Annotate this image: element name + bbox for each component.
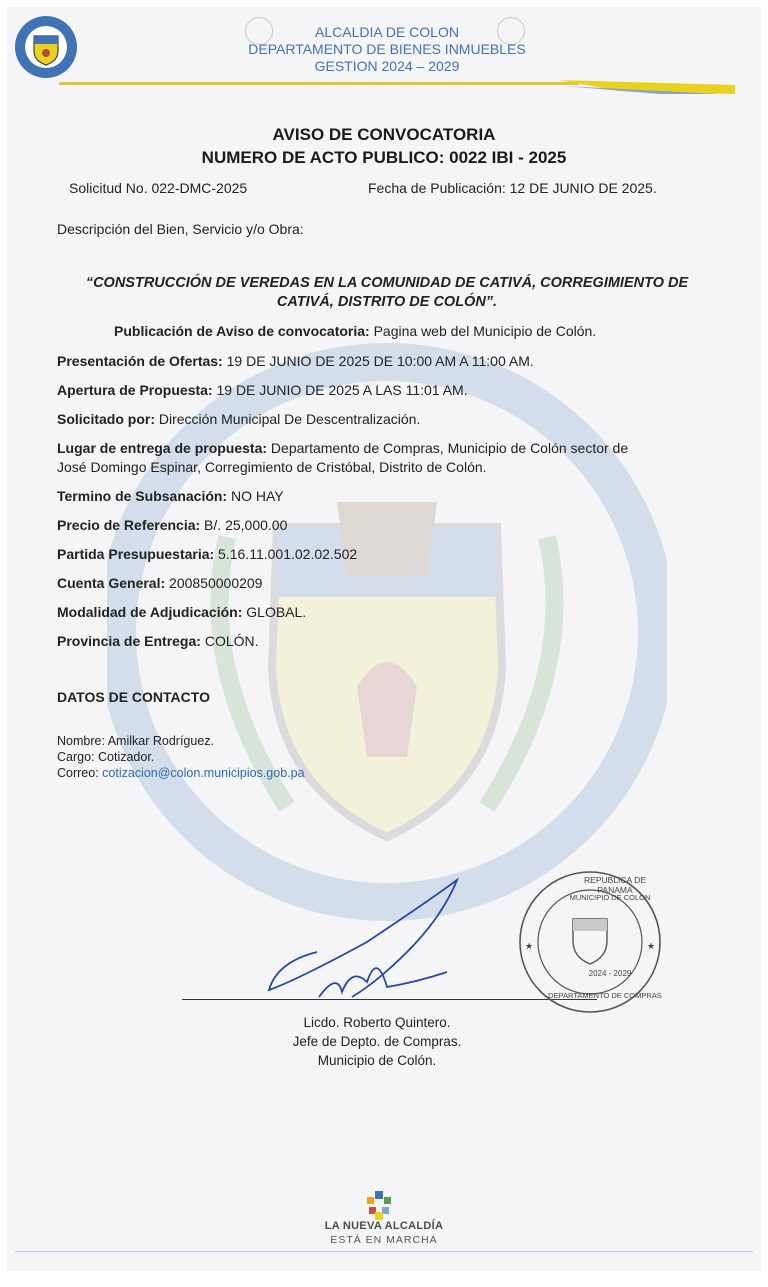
description-line-2: CATIVÁ, DISTRITO DE COLÓN”. — [276, 294, 498, 310]
notice-title: AVISO DE CONVOCATORIA — [272, 125, 496, 144]
field-requested-value: Dirección Municipal De Descentralización. — [155, 411, 421, 427]
field-budget-value: 5.16.11.001.02.02.502 — [214, 546, 358, 562]
svg-text:★: ★ — [647, 942, 656, 952]
handwritten-signature — [257, 872, 477, 1007]
stamp-outer-top: REPUBLICA DE PANAMA — [584, 875, 646, 895]
field-price-label: Precio de Referencia: — [57, 517, 201, 533]
field-term-label: Termino de Subsanación: — [57, 488, 228, 504]
contact-email-link[interactable]: cotizacion@colon.municipios.gob.pa — [102, 766, 305, 780]
field-price — [57, 516, 717, 534]
nueva-alcaldia-logo-icon — [364, 1191, 394, 1221]
header-divider-bar — [59, 80, 735, 96]
field-modality-label: Modalidad de Adjudicación: — [57, 604, 243, 620]
request-number: Solicitud No. 022-DMC-2025 — [69, 180, 248, 196]
signer-org: Municipio de Colón. — [317, 1053, 437, 1068]
field-opening-label: Apertura de Propuesta: — [57, 382, 213, 398]
field-publication — [114, 323, 596, 339]
field-opening-value: 19 DE JUNIO DE 2025 A LAS 11:01 AM. — [212, 382, 468, 398]
field-offers-label: Presentación de Ofertas: — [57, 353, 223, 369]
field-opening — [57, 381, 717, 399]
act-number: NUMERO DE ACTO PUBLICO: 0022 IBI - 2025 — [201, 148, 567, 167]
field-term-value: NO HAY — [227, 488, 284, 504]
field-modality — [57, 603, 717, 621]
contact-role: Cargo: Cotizador. — [57, 750, 155, 764]
svg-text:★: ★ — [525, 942, 534, 952]
field-account-value: 200850000209 — [165, 575, 263, 591]
footer-slogan-2: ESTÁ EN MARCHA — [330, 1234, 438, 1246]
field-place-value-2: José Domingo Espinar, Corregimiento de Cristóbal, Distrito de Colón. — [57, 459, 487, 475]
footer-slogan-1: LA NUEVA ALCALDÍA — [324, 1220, 444, 1232]
contact-heading: DATOS DE CONTACTO — [57, 689, 210, 705]
document-page — [7, 7, 761, 1271]
field-budget-label: Partida Presupuestaria: — [57, 546, 215, 562]
field-price-value: B/. 25,000.00 — [200, 517, 288, 533]
contact-email-line — [57, 766, 305, 780]
stamp-outer-bottom: DEPARTAMENTO DE COMPRAS — [548, 991, 662, 1000]
header-line-1: ALCALDIA DE COLON — [315, 24, 459, 40]
field-province — [57, 632, 717, 650]
field-modality-value: GLOBAL. — [242, 604, 307, 620]
field-requested-label: Solicitado por: — [57, 411, 155, 427]
field-province-value: COLÓN. — [200, 633, 259, 649]
header-line-2: DEPARTAMENTO DE BIENES INMUEBLES — [248, 41, 526, 57]
field-offers-value: 19 DE JUNIO DE 2025 DE 10:00 AM A 11:00 AM. — [222, 353, 534, 369]
description-line-1: “CONSTRUCCIÓN DE VEREDAS EN LA COMUNIDAD DE CATIVÁ, CORREGIMIENTO DE — [85, 275, 689, 291]
field-publication-value: Pagina web del Municipio de Colón. — [369, 323, 597, 339]
contact-email-label: Correo: — [57, 766, 103, 780]
field-province-label: Provincia de Entrega: — [57, 633, 201, 649]
field-account-label: Cuenta General: — [57, 575, 166, 591]
description-label: Descripción del Bien, Servicio y/o Obra: — [57, 221, 304, 237]
stamp-years: 2024 - 2029 — [588, 969, 632, 978]
footer-rule — [15, 1251, 753, 1252]
contact-name: Nombre: Amilkar Rodríguez. — [57, 734, 215, 748]
field-term — [57, 487, 717, 505]
signer-name: Licdo. Roberto Quintero. — [303, 1015, 451, 1030]
field-publication-label: Publicación de Aviso de convocatoria: — [114, 323, 370, 339]
field-account — [57, 574, 717, 592]
alcaldia-logo — [13, 14, 79, 80]
field-place-value-1: Departamento de Compras, Municipio de Colón sector de — [267, 440, 629, 456]
field-budget — [57, 545, 717, 563]
header-line-3: GESTION 2024 – 2029 — [314, 58, 460, 74]
field-place — [57, 439, 717, 457]
publication-date: Fecha de Publicación: 12 DE JUNIO DE 2025. — [368, 180, 657, 196]
field-requested — [57, 410, 717, 428]
field-place-label: Lugar de entrega de propuesta: — [57, 440, 268, 456]
field-offers — [57, 352, 717, 370]
stamp-inner-top: MUNICIPIO DE COLON — [569, 893, 651, 902]
signer-title: Jefe de Depto. de Compras. — [292, 1034, 462, 1049]
